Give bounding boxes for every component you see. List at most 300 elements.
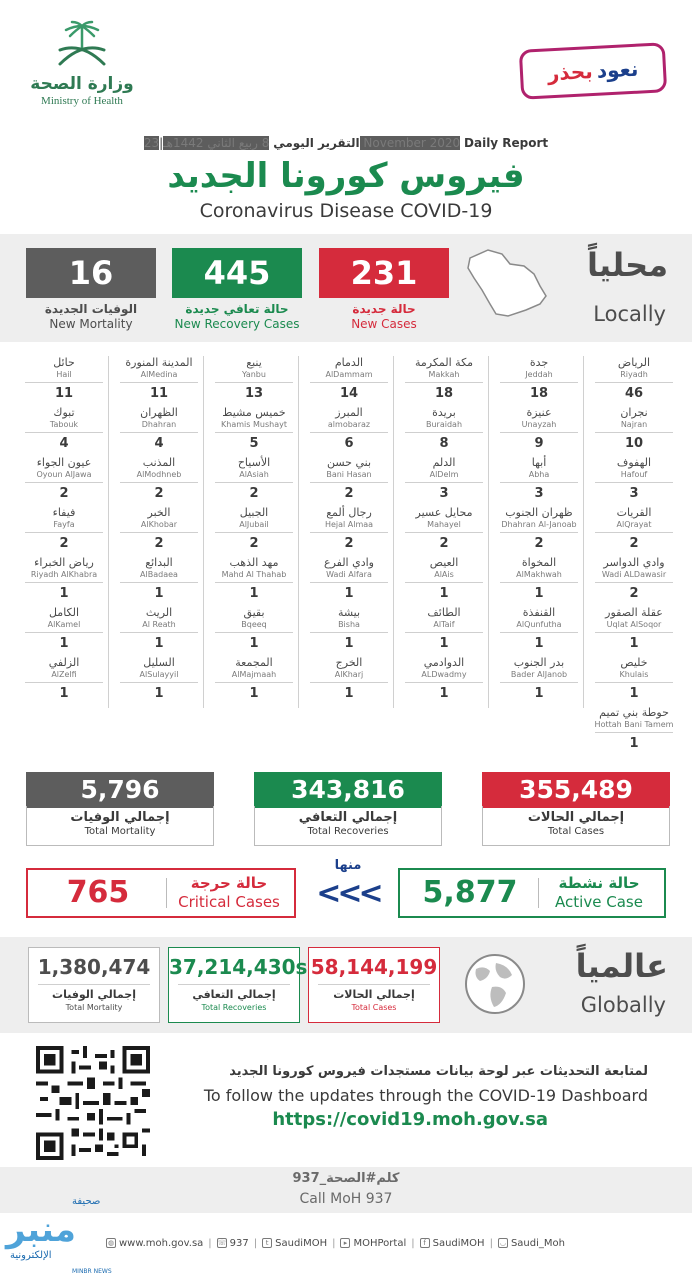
city-cell	[114, 656, 204, 701]
divider	[310, 682, 388, 683]
campaign-word-2: بحذر	[547, 59, 594, 86]
call-text-en: Call MoH 937	[299, 1191, 393, 1207]
city-name-ar: حائل	[53, 356, 75, 369]
twitter-link[interactable]	[262, 1238, 327, 1249]
city-case-count: 2	[154, 486, 164, 501]
divider	[120, 532, 198, 533]
city-case-count: 1	[629, 736, 639, 751]
dashboard-text-ar: لمتابعة التحديثات عبر لوحة بيانات مستجدات فيروس كورونا الجديد	[229, 1064, 648, 1079]
ministry-name-ar: وزارة الصحة	[30, 74, 134, 94]
city-name-en: Hottah Bani Tamem	[594, 720, 674, 729]
city-case-count: 1	[59, 686, 69, 701]
city-name-en: Khamis Mushayt	[221, 420, 287, 429]
divider	[405, 582, 483, 583]
city-case-count: 2	[629, 536, 639, 551]
city-case-count: 14	[339, 386, 359, 401]
new-cases-label	[304, 302, 464, 332]
new-cases-label-en: New Cases	[351, 317, 417, 331]
city-name-ar: جدة	[529, 356, 549, 369]
divider	[595, 432, 673, 433]
of-which-label: منها	[334, 858, 362, 873]
total-recoveries-label-en: Total Recoveries	[307, 826, 389, 837]
watermark-tiny: MINBR NEWS	[72, 1268, 112, 1275]
report-date-line: التقرير اليومي 8 ربيع الثاني 1442هـ|23 November 2020 Daily Report	[143, 136, 549, 150]
new-mortality-label-ar: الوفيات الجديدة	[44, 302, 138, 316]
city-name-ar: مهد الذهب	[229, 556, 279, 569]
city-case-count: 1	[629, 636, 639, 651]
city-cell	[589, 556, 679, 601]
local-summary-band	[0, 234, 692, 342]
city-case-count: 1	[344, 636, 354, 651]
city-name-en: Abha	[528, 470, 550, 479]
city-name-ar: أبها	[531, 456, 547, 469]
youtube-link[interactable]	[340, 1238, 406, 1249]
city-cell	[114, 456, 204, 501]
divider	[120, 482, 198, 483]
total-mortality-label	[26, 806, 214, 846]
city-cell	[209, 656, 299, 701]
city-cell	[589, 506, 679, 551]
city-case-count: 1	[59, 636, 69, 651]
city-case-count: 1	[154, 686, 164, 701]
palm-swords-icon	[52, 20, 112, 72]
city-name-ar: المجمعة	[235, 656, 273, 669]
global-recoveries-card	[168, 947, 308, 1023]
city-name-en: AlAis	[434, 570, 454, 579]
divider	[215, 432, 293, 433]
city-name-ar: عنيزة	[526, 406, 552, 419]
divider	[25, 582, 103, 583]
city-cell	[304, 606, 394, 651]
global-cases-value: 58,144,199	[310, 955, 438, 979]
city-case-count: 1	[534, 636, 544, 651]
divider	[215, 582, 293, 583]
facebook-text: SaudiMOH	[432, 1237, 485, 1249]
call-hashtag-ar: كلم#الصحة_937	[292, 1171, 400, 1186]
city-cell	[304, 556, 394, 601]
city-case-count: 46	[624, 386, 644, 401]
city-case-count: 1	[534, 686, 544, 701]
divider	[595, 532, 673, 533]
new-cases-label-ar: حالة جديدة	[352, 302, 416, 316]
cities-grid	[14, 356, 678, 760]
city-cell	[589, 356, 679, 401]
divider	[500, 582, 578, 583]
city-name-ar: الخبر	[147, 506, 171, 519]
youtube-text: MOHPortal	[353, 1237, 407, 1249]
city-name-en: AlJubail	[239, 520, 269, 529]
city-name-en: Khulais	[619, 670, 649, 679]
city-cell	[209, 456, 299, 501]
city-cell	[114, 506, 204, 551]
total-cases-value: 355,489	[482, 772, 670, 808]
city-name-ar: ظهران الجنوب	[505, 506, 573, 519]
city-case-count: 1	[154, 586, 164, 601]
city-name-en: Riyadh AlKhabra	[30, 570, 98, 579]
city-cell	[19, 456, 109, 501]
city-cell	[19, 356, 109, 401]
total-cases-label	[482, 806, 670, 846]
dashboard-text-en: To follow the updates through the COVID-19 Dashboard	[203, 1086, 648, 1105]
city-name-en: Makkah	[428, 370, 460, 379]
city-name-en: Riyadh	[620, 370, 648, 379]
city-cell	[209, 406, 299, 451]
city-name-en: AlDelm	[429, 470, 459, 479]
divider	[405, 382, 483, 383]
divider	[595, 482, 673, 483]
new-recovery-value: 445	[172, 248, 302, 298]
city-case-count: 3	[439, 486, 449, 501]
city-case-count: 2	[154, 536, 164, 551]
global-cases-label-ar: إجمالي الحالات	[333, 988, 415, 1001]
city-case-count: 1	[439, 636, 449, 651]
report-label-en: Daily Report	[464, 136, 549, 150]
city-name-en: AlModhneb	[136, 470, 182, 479]
city-case-count: 1	[249, 586, 259, 601]
campaign-word-1: نعود	[596, 56, 639, 83]
global-region-ar: عالمياً	[575, 947, 668, 985]
city-name-en: AlAsiah	[239, 470, 269, 479]
city-cell	[19, 656, 109, 701]
global-mortality-label-ar: إجمالي الوفيات	[52, 988, 136, 1001]
city-case-count: 8	[439, 436, 449, 451]
city-case-count: 2	[59, 486, 69, 501]
total-recoveries-value: 343,816	[254, 772, 442, 808]
divider	[120, 382, 198, 383]
globe-icon	[462, 951, 528, 1017]
divider	[595, 682, 673, 683]
city-name-ar: الأسياح	[237, 456, 271, 469]
arrows-icon: <<<	[316, 876, 380, 911]
divider	[500, 382, 578, 383]
city-cell	[114, 606, 204, 651]
city-cell	[209, 506, 299, 551]
total-mortality-label-en: Total Mortality	[84, 826, 156, 837]
divider	[500, 432, 578, 433]
city-cell	[114, 556, 204, 601]
total-recoveries-label-ar: إجمالي التعافي	[298, 810, 398, 825]
city-name-en: Buraidah	[425, 420, 463, 429]
city-case-count: 1	[534, 586, 544, 601]
city-name-ar: عيون الجواء	[36, 456, 92, 469]
city-case-count: 2	[344, 486, 354, 501]
city-case-count: 1	[249, 686, 259, 701]
city-cell	[494, 556, 584, 601]
city-cell	[494, 656, 584, 701]
active-cases-label-en: Active Case	[555, 893, 643, 911]
divider	[500, 482, 578, 483]
global-mortality-value: 1,380,474	[37, 955, 151, 979]
ministry-name-en: Ministry of Health	[41, 95, 123, 107]
city-name-ar: خميس مشيط	[222, 406, 286, 419]
city-cell	[589, 656, 679, 701]
city-name-ar: ينبع	[246, 356, 262, 369]
city-name-ar: الريث	[145, 606, 173, 619]
divider	[120, 432, 198, 433]
dashboard-link[interactable]: https://covid19.moh.gov.sa	[272, 1109, 548, 1130]
city-name-en: Jeddah	[525, 370, 553, 379]
divider	[215, 382, 293, 383]
city-case-count: 3	[629, 486, 639, 501]
critical-cases-value: 765	[66, 875, 130, 910]
city-name-ar: بيشة	[337, 606, 361, 619]
divider	[166, 878, 167, 908]
phone-text: 937	[229, 1237, 249, 1249]
page-title-en: Coronavirus Disease COVID-19	[199, 200, 493, 222]
total-cases-label-en: Total Cases	[547, 826, 605, 837]
city-cell	[589, 406, 679, 451]
city-case-count: 1	[629, 686, 639, 701]
snapchat-icon: ◡	[499, 1239, 506, 1247]
city-cell	[19, 406, 109, 451]
city-case-count: 1	[154, 636, 164, 651]
phone-link[interactable]	[217, 1238, 249, 1249]
total-mortality-value: 5,796	[26, 772, 214, 808]
city-cell	[19, 556, 109, 601]
snapchat-text: Saudi_Moh	[510, 1237, 565, 1249]
city-name-en: Unayzah	[521, 420, 557, 429]
phone-icon: ☏	[217, 1239, 227, 1247]
moh-logo	[22, 20, 142, 120]
divider	[120, 582, 198, 583]
city-name-ar: فيفاء	[52, 506, 76, 519]
divider	[595, 732, 673, 733]
city-cell	[399, 556, 489, 601]
critical-cases-box	[26, 868, 296, 918]
city-name-en: Wadi ALDawasir	[601, 570, 667, 579]
city-cell	[399, 606, 489, 651]
page-title-ar: فيروس كورونا الجديد	[167, 156, 525, 196]
city-name-en: Fayfa	[53, 520, 75, 529]
city-name-en: AlQrayat	[616, 520, 652, 529]
critical-cases-label-en: Critical Cases	[178, 893, 280, 911]
divider	[310, 532, 388, 533]
city-name-ar: الطائف	[427, 606, 461, 619]
city-name-ar: الزلفي	[48, 656, 80, 669]
snapchat-link[interactable]	[498, 1238, 565, 1249]
city-name-en: AlBadaea	[140, 570, 178, 579]
divider	[215, 482, 293, 483]
divider	[595, 382, 673, 383]
city-name-en: AlTaif	[433, 620, 455, 629]
divider	[595, 582, 673, 583]
city-name-en: AlQunfutha	[516, 620, 562, 629]
watermark-small: صحيفة	[72, 1196, 101, 1207]
city-name-en: almobaraz	[327, 420, 371, 429]
city-name-en: Hejal Almaa	[324, 520, 374, 529]
city-name-en: Mahayel	[427, 520, 461, 529]
saudi-map-icon	[460, 244, 552, 324]
divider	[25, 682, 103, 683]
city-name-en: Bader AlJanob	[510, 670, 568, 679]
city-case-count: 2	[439, 536, 449, 551]
website-text: www.moh.gov.sa	[119, 1237, 204, 1249]
divider	[405, 632, 483, 633]
city-name-en: Mahd Al Thahab	[221, 570, 287, 579]
city-name-ar: المخواة	[521, 556, 557, 569]
city-name-en: AlKharj	[334, 670, 364, 679]
website-link[interactable]	[106, 1238, 203, 1249]
city-cell	[304, 406, 394, 451]
city-cell	[304, 506, 394, 551]
watermark-logo: منبر	[6, 1210, 76, 1250]
divider	[215, 532, 293, 533]
city-case-count: 4	[154, 436, 164, 451]
city-name-en: Dhahran Al-Janoab	[501, 520, 577, 529]
city-name-en: Bani Hasan	[326, 470, 372, 479]
city-case-count: 10	[624, 436, 644, 451]
total-mortality-label-ar: إجمالي الوفيات	[70, 810, 170, 825]
divider	[25, 382, 103, 383]
city-name-en: Tabouk	[49, 420, 79, 429]
globe-icon: ◍	[107, 1239, 115, 1247]
city-cell	[19, 606, 109, 651]
city-name-en: Wadi Alfara	[326, 570, 372, 579]
divider	[500, 682, 578, 683]
global-mortality-card	[28, 947, 160, 1023]
city-case-count: 5	[249, 436, 259, 451]
twitter-icon: t	[262, 1238, 272, 1248]
global-mortality-label-en: Total Mortality	[65, 1003, 123, 1012]
local-region-en: Locally	[593, 302, 666, 326]
city-name-en: AlKhobar	[140, 520, 178, 529]
campaign-badge	[519, 42, 667, 100]
city-name-ar: بني حسن	[326, 456, 372, 469]
active-cases-label	[544, 874, 654, 912]
new-recovery-label	[157, 302, 317, 332]
divider	[215, 682, 293, 683]
city-name-en: Hafouf	[620, 470, 648, 479]
facebook-link[interactable]	[420, 1238, 485, 1249]
city-cell	[399, 506, 489, 551]
divider	[310, 482, 388, 483]
city-name-en: AlDammam	[325, 370, 373, 379]
local-region-ar: محلياً	[586, 246, 668, 284]
new-mortality-label	[11, 302, 171, 332]
city-name-ar: وادي الفرع	[324, 556, 374, 569]
city-cell	[304, 356, 394, 401]
divider	[405, 532, 483, 533]
city-name-en: AlMakhwah	[516, 570, 562, 579]
divider	[310, 632, 388, 633]
city-name-ar: مكة المكرمة	[414, 356, 474, 369]
city-name-ar: المبرز	[335, 406, 363, 419]
city-name-ar: رياض الخبراء	[34, 556, 94, 569]
city-name-ar: بدر الجنوب	[513, 656, 565, 669]
city-name-en: Bisha	[338, 620, 360, 629]
divider	[595, 632, 673, 633]
qr-code-icon[interactable]	[36, 1046, 150, 1160]
city-case-count: 2	[249, 536, 259, 551]
city-cell	[399, 406, 489, 451]
city-name-ar: السليل	[143, 656, 175, 669]
city-case-count: 1	[439, 586, 449, 601]
city-case-count: 18	[529, 386, 549, 401]
divider	[215, 632, 293, 633]
report-gregorian-date: 23 November 2020	[143, 136, 461, 150]
active-cases-value: 5,877	[422, 875, 518, 910]
city-name-ar: الدلم	[432, 456, 456, 469]
divider	[310, 382, 388, 383]
city-name-ar: الدوادمي	[423, 656, 465, 669]
twitter-text: SaudiMOH	[275, 1237, 328, 1249]
city-name-ar: بريدة	[432, 406, 456, 419]
city-case-count: 2	[249, 486, 259, 501]
city-case-count: 18	[434, 386, 454, 401]
city-name-en: Dhahran	[141, 420, 177, 429]
city-cell	[494, 606, 584, 651]
city-name-ar: خليص	[620, 656, 648, 669]
city-case-count: 1	[344, 586, 354, 601]
city-case-count: 2	[629, 586, 639, 601]
city-name-en: AlMajmaah	[231, 670, 277, 679]
city-cell	[19, 506, 109, 551]
total-cases-label-ar: إجمالي الحالات	[527, 810, 625, 825]
city-cell	[114, 406, 204, 451]
city-name-ar: وادي الدواسر	[603, 556, 665, 569]
city-name-en: AlMedina	[140, 370, 178, 379]
divider	[25, 432, 103, 433]
city-case-count: 1	[439, 686, 449, 701]
city-case-count: 2	[534, 536, 544, 551]
city-cell	[209, 356, 299, 401]
city-name-en: Al Reath	[142, 620, 176, 629]
city-name-ar: المدينة المنورة	[125, 356, 193, 369]
city-case-count: 1	[249, 636, 259, 651]
new-mortality-label-en: New Mortality	[49, 317, 133, 331]
new-mortality-value: 16	[26, 248, 156, 298]
divider	[538, 878, 539, 908]
city-name-ar: الجبيل	[239, 506, 269, 519]
city-name-en: ALDwadmy	[421, 670, 467, 679]
divider	[25, 482, 103, 483]
city-cell	[399, 356, 489, 401]
city-case-count: 1	[59, 586, 69, 601]
city-cell	[494, 456, 584, 501]
city-name-ar: القنفذة	[522, 606, 556, 619]
city-cell	[114, 356, 204, 401]
city-name-ar: تبوك	[53, 406, 75, 419]
city-name-ar: المذنب	[142, 456, 176, 469]
global-cases-label-en: Total Cases	[351, 1003, 397, 1012]
city-name-en: AlZelfi	[51, 670, 77, 679]
city-name-en: Hail	[56, 370, 72, 379]
global-recoveries-value: 37,214,430s	[169, 955, 308, 979]
city-name-en: AlSulayyil	[139, 670, 179, 679]
city-name-ar: حوطة بني تميم	[599, 706, 669, 719]
footer-links: ◍ www.moh.gov.sa | ☏ 937 | t SaudiMOH | ▸ MOHPortal | f SaudiMOH | ◡ Saudi_Moh	[107, 1237, 565, 1249]
active-cases-box	[398, 868, 666, 918]
city-case-count: 1	[344, 686, 354, 701]
new-recovery-label-en: New Recovery Cases	[174, 317, 300, 331]
active-cases-label-ar: حالة نشطة	[558, 874, 640, 892]
global-summary-band	[0, 937, 692, 1033]
city-case-count: 2	[59, 536, 69, 551]
city-cell	[399, 456, 489, 501]
city-case-count: 11	[54, 386, 74, 401]
global-cases-card	[308, 947, 440, 1023]
city-case-count: 2	[344, 536, 354, 551]
divider	[25, 532, 103, 533]
city-cell	[209, 556, 299, 601]
city-cell	[209, 606, 299, 651]
city-name-ar: الدمام	[334, 356, 364, 369]
divider	[120, 682, 198, 683]
city-cell	[494, 406, 584, 451]
new-recovery-label-ar: حالة تعافي جديدة	[185, 302, 289, 316]
watermark-sub: الإلكترونية	[10, 1250, 52, 1261]
city-name-en: Yanbu	[242, 370, 266, 379]
